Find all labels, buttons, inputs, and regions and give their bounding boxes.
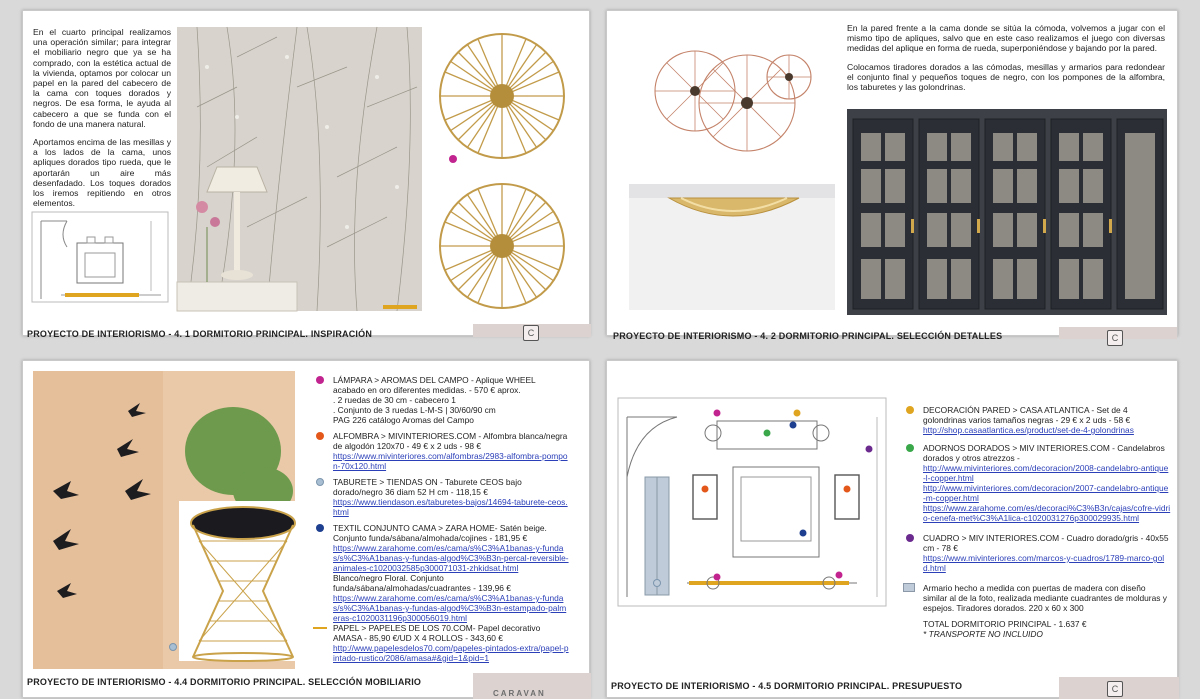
- item-lampara-title: LÁMPARA > AROMAS DEL CAMPO - Aplique WHEEL acabado en oro diferentes medidas. - 570 € aprox.: [333, 375, 536, 395]
- item-decoracion-link[interactable]: http://shop.casaatlantica.es/product/set-de-4-golondrinas: [923, 425, 1134, 435]
- color-marker-green: [906, 444, 914, 452]
- slide1-paragraph-1: En el cuarto principal realizamos una operación similar; para integrar el mobiliario negro que ya se ha comprado, con la estética actual de la vivienda, optamos por colocar un papel en la pared del cabecero de la cama con toques dorados y negros. De esa forma, le ayuda al cabecero a que se funda con el fondo de una manera natural.: [33, 27, 171, 129]
- slide1-text: [33, 27, 171, 216]
- overlapping-wheel-lamps: [647, 41, 817, 171]
- item-textil-line: Blanco/negro Floral. Conjunto funda/sábana/almohadas/cuadrantes - 139,96 €: [333, 573, 511, 593]
- gold-handle-photo: [629, 184, 835, 310]
- item-alfombra-title: ALFOMBRA > MIVINTERIORES.COM - Alfombra blanca/negra de algodón 120x70 - 49 € x 2 uds - 98 €: [333, 431, 568, 451]
- item-textil: [333, 523, 569, 623]
- floor-plan-thumbnail: [31, 211, 169, 303]
- item-lampara: [333, 375, 569, 425]
- item-lampara-line: . Conjunto de 3 ruedas L-M-S | 30/60/90 cm: [333, 405, 496, 415]
- item-taburete-title: TABURETE > TIENDAS ON - Taburete CEOS bajo dorado/negro 36 diam 52 H cm - 118,15 €: [333, 477, 522, 497]
- item-cuadro-title: CUADRO > MIV INTERIORES.COM - Cuadro dorado/gris - 40x55 cm - 78 €: [923, 533, 1169, 553]
- item-armario-title: Armario hecho a medida con puertas de madera con diseño similar al de la foto, realizada mediante cuadrantes de molduras y espejos. Tiradores dorados. 220 x 60 x 300: [923, 583, 1167, 613]
- color-marker-lightblue-square: [903, 583, 915, 592]
- color-marker-magenta: [316, 376, 324, 384]
- item-decoracion-pared: [923, 405, 1171, 435]
- color-marker-gold: [906, 406, 914, 414]
- item-adornos-link[interactable]: http://www.mivinteriores.com/decoracion/2008-candelabro-antique-l-copper.html: [923, 463, 1169, 483]
- slide-detalles: [606, 10, 1178, 343]
- slide1-paragraph-2: Aportamos encima de las mesillas y a los lados de la cama, unos apliques dorados tipo rueda, que le aportarán un aire más desenfadado. Los toques dorados los iremos repitiendo en otros elementos.: [33, 137, 171, 209]
- item-cuadro-link[interactable]: https://www.mivinteriores.com/marcos-y-cuadros/1789-marco-gold.html: [923, 553, 1165, 573]
- item-armario: [923, 583, 1171, 613]
- item-taburete: [333, 477, 569, 517]
- caravan-logo-text: CARAVAN: [493, 689, 546, 698]
- color-marker-orange: [316, 432, 324, 440]
- slide-mobiliario: [22, 360, 590, 698]
- total-price: TOTAL DORMITORIO PRINCIPAL - 1.637 €: [923, 619, 1087, 629]
- color-marker-magenta: [449, 155, 457, 163]
- slide3-footer: PROYECTO DE INTERIORISMO - 4.4 DORMITORIO PRINCIPAL. SELECCIÓN MOBILIARIO: [27, 677, 422, 687]
- item-alfombra-link[interactable]: https://www.mivinteriores.com/alfombras/2983-alfombra-pompon-70x120.html: [333, 451, 568, 471]
- color-marker-lightblue: [316, 478, 324, 486]
- slide1-footer: PROYECTO DE INTERIORISMO - 4. 1 DORMITORIO PRINCIPAL. INSPIRACIÓN: [27, 329, 373, 339]
- wallpaper-bedroom-photo: [177, 27, 422, 311]
- item-adornos-title: ADORNOS DORADOS > MIV INTERIORES.COM - Candelabros dorados y otros atrezzos -: [923, 443, 1165, 463]
- item-alfombra: [333, 431, 569, 471]
- slide2-footer: PROYECTO DE INTERIORISMO - 4. 2 DORMITORIO PRINCIPAL. SELECCIÓN DETALLES: [613, 331, 1003, 341]
- color-marker-navy: [316, 524, 324, 532]
- item-textil-link[interactable]: https://www.zarahome.com/es/cama/s%C3%A1banas-y-fundas/s%C3%A1banas-y-fundas-algod%C3%B3n-estampado-palmeras-c1020031196p300056019.html: [333, 593, 567, 623]
- item-lampara-line: PAG 226 catálogo Aromas del Campo: [333, 415, 474, 425]
- item-adornos-link[interactable]: https://www.zarahome.com/es/decoraci%C3%B3n/cajas/cofre-vidrio-cenefa-met%C3%A1lica-c1020031276p300029935.html: [923, 503, 1171, 523]
- item-decoracion-title: DECORACIÓN PARED > CASA ATLANTICA - Set de 4 golondrinas varios tamaños negras - 29 € x 2 uds - 58 €: [923, 405, 1131, 425]
- item-papel: [333, 623, 569, 663]
- wardrobe-photo: [847, 109, 1167, 315]
- slide-presupuesto: [606, 360, 1178, 698]
- bedroom-floor-plan: [617, 397, 887, 607]
- item-cuadro: [923, 533, 1171, 573]
- slide2-paragraph-1: En la pared frente a la cama donde se sitúa la cómoda, volvemos a jugar con el mismo tipo de apliques, salvo que en este caso realizamos el juego con diversas medidas del aplique en forma de rueda, superponiéndose y bajando por la pared.: [847, 23, 1165, 54]
- item-lampara-line: . 2 ruedas de 30 cm - cabecero 1: [333, 395, 456, 405]
- color-marker-gold-line: [313, 627, 327, 629]
- color-marker-purple: [906, 534, 914, 542]
- item-papel-title: PAPEL > PAPELES DE LOS 70.COM- Papel decorativo AMASA - 85,90 €/UD X 4 ROLLOS - 343,60 €: [333, 623, 541, 643]
- caravan-logo-icon: C: [1107, 681, 1123, 697]
- item-textil-link[interactable]: https://www.zarahome.com/es/cama/s%C3%A1banas-y-fundas/s%C3%A1banas-y-fundas-algod%C3%B3n-percal-reversible-animales-c1020032585p300071031-zhkidsat.html: [333, 543, 569, 573]
- item-taburete-link[interactable]: https://www.tiendason.es/taburetes-bajos/14694-taburete-ceos.html: [333, 497, 568, 517]
- slide4-footer: PROYECTO DE INTERIORISMO - 4.5 DORMITORIO PRINCIPAL. PRESUPUESTO: [611, 681, 963, 691]
- transport-note: * TRANSPORTE NO INCLUIDO: [923, 629, 1043, 639]
- item-adornos-dorados: [923, 443, 1171, 523]
- stool-photo: [179, 501, 307, 661]
- caravan-logo-icon: C: [523, 325, 539, 341]
- wheel-lamp-small: [437, 181, 567, 311]
- wheel-lamp-large: [437, 31, 567, 161]
- slide2-paragraph-2: Colocamos tiradores dorados a las cómodas, mesillas y armarios para redondear el conjunto final y pequeños toques de negro, con los pompones de la alfombra, los taburetes y las golondrinas.: [847, 61, 1165, 93]
- item-textil-title: TEXTIL CONJUNTO CAMA > ZARA HOME- Satén beige. Conjunto funda/sábana/almohada/cojines - 181,95 €: [333, 523, 547, 543]
- slide-inspiracion: [22, 10, 590, 339]
- slide2-text: [847, 23, 1165, 100]
- color-marker-lightblue: [169, 643, 177, 651]
- caravan-logo-icon: C: [1107, 330, 1123, 346]
- item-adornos-link[interactable]: http://www.mivinteriores.com/decoracion/2007-candelabro-antique-m-copper.html: [923, 483, 1169, 503]
- item-papel-link[interactable]: http://www.papelesdelos70.com/papeles-pintados-extra/papel-pintado-rustico/2086/amasa#&gid=1&pid=1: [333, 643, 569, 663]
